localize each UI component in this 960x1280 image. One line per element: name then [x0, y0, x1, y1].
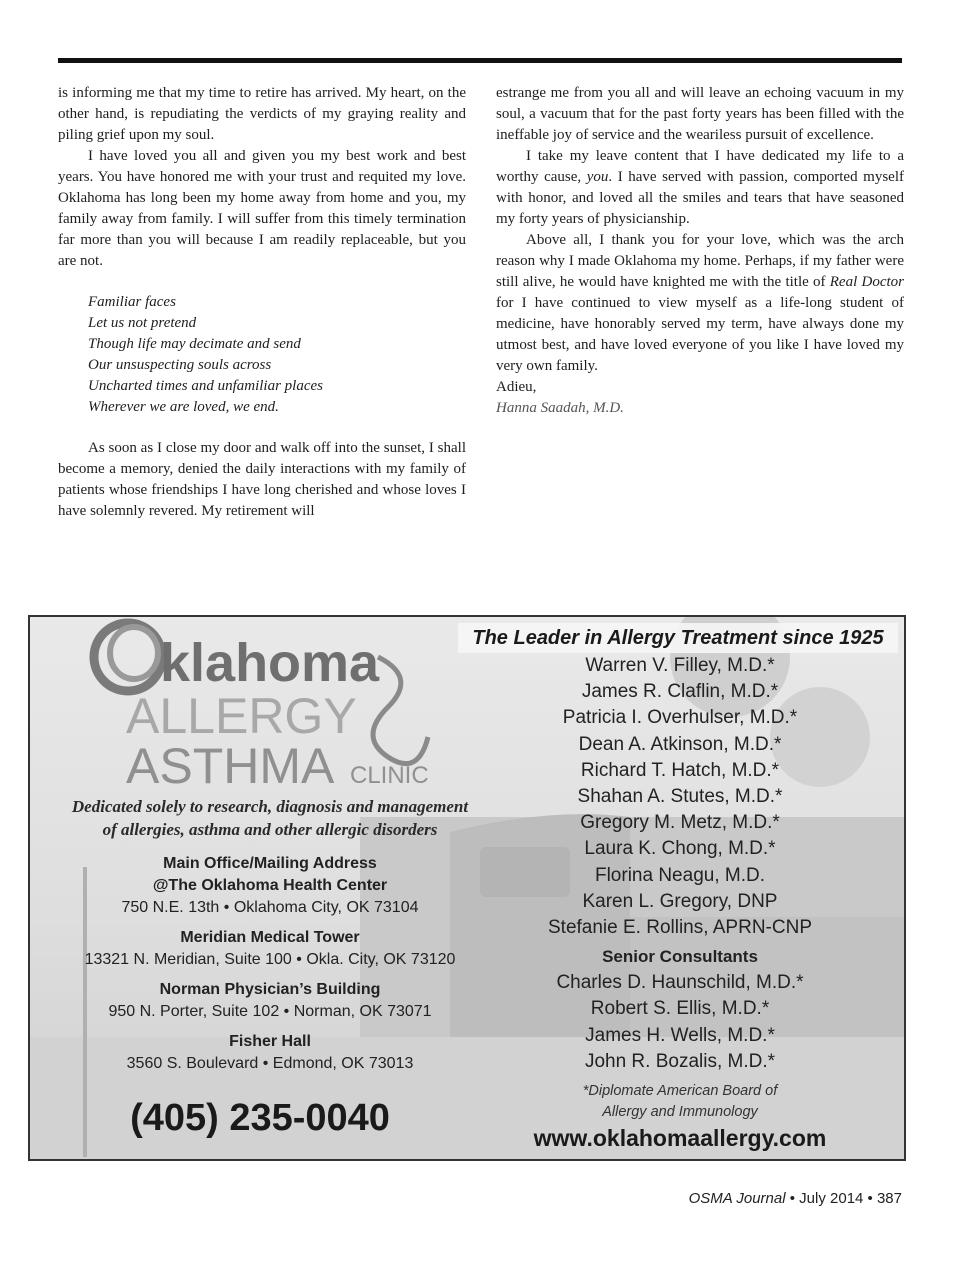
location-line: 950 N. Porter, Suite 102 • Norman, OK 73071	[108, 1003, 432, 1020]
doctor-list	[530, 653, 830, 1123]
top-rule	[58, 58, 902, 63]
doctor-name: Florina Neagu, M.D.	[594, 864, 765, 886]
doctor-name: Karen L. Gregory, DNP	[582, 890, 778, 912]
logo-word-oklahoma: klahoma	[160, 633, 380, 693]
text-run: Above all, I thank you for your love, which was the arch reason why I made Oklahoma my home. Perhaps, if my father were still alive, he would have knighted me with the title of	[496, 232, 904, 290]
logo-word-asthma: ASTHMA	[126, 738, 335, 792]
clinic-phone: (405) 235-0040	[130, 1097, 390, 1139]
tagline-line: of allergies, asthma and other allergic disorders	[102, 820, 438, 839]
text-run: I take my leave content that I have dedicated my life to a worthy cause,	[496, 148, 904, 185]
location-line: @The Oklahoma Health Center	[152, 877, 388, 894]
clinic-headline: The Leader in Allergy Treatment since 1925	[458, 623, 898, 653]
location-fisher-hall	[50, 1031, 490, 1075]
clinic-tagline	[60, 795, 480, 841]
senior-consultant-name: Robert S. Ellis, M.D.*	[590, 998, 770, 1020]
doctor-name: Richard T. Hatch, M.D.*	[580, 759, 780, 781]
article-paragraph	[496, 146, 904, 230]
location-title: Fisher Hall	[229, 1033, 311, 1050]
location-meridian	[50, 927, 490, 971]
doctor-name: James R. Claflin, M.D.*	[581, 681, 779, 703]
logo-ampersand-icon	[373, 657, 428, 764]
location-norman	[50, 979, 490, 1023]
doctor-name: Shahan A. Stutes, M.D.*	[577, 786, 783, 808]
page-footer	[689, 1190, 902, 1207]
senior-consultants-title: Senior Consultants	[602, 947, 758, 967]
closing: Adieu,	[496, 379, 537, 395]
poem-line: Though life may decimate and send	[88, 336, 301, 352]
senior-consultant-name: James H. Wells, M.D.*	[585, 1024, 775, 1046]
doctor-name: Warren V. Filley, M.D.*	[585, 655, 775, 676]
article-paragraph	[496, 230, 904, 377]
clinic-logo	[88, 617, 448, 792]
logo-word-allergy: ALLERGY	[126, 688, 357, 744]
doctor-name: Laura K. Chong, M.D.*	[584, 838, 776, 860]
note-line: Allergy and Immunology	[602, 1104, 758, 1121]
doctor-name: Gregory M. Metz, M.D.*	[580, 812, 780, 834]
article-paragraph: estrange me from you all and will leave an echoing vacuum in my soul, a vacuum that for the past forty years has been filled with the ineffable joy of service and the weariless pursuit of excellence.	[496, 85, 904, 143]
location-title: Norman Physician’s Building	[159, 981, 381, 998]
doctor-name: Patricia I. Overhulser, M.D.*	[562, 707, 798, 729]
tagline-line: Dedicated solely to research, diagnosis and management	[71, 797, 469, 816]
location-line: 13321 N. Meridian, Suite 100 • Okla. City, OK 73120	[84, 951, 456, 968]
poem-line: Let us not pretend	[88, 315, 197, 331]
emphasis: you	[586, 169, 609, 185]
location-title: Meridian Medical Tower	[180, 929, 360, 946]
poem-line: Wherever we are loved, we end.	[88, 399, 279, 415]
article-column-left	[58, 83, 466, 522]
poem-line: Uncharted times and unfamiliar places	[88, 378, 323, 394]
location-line: 750 N.E. 13th • Oklahoma City, OK 73104	[121, 899, 419, 916]
logo-word-clinic: CLINIC	[350, 762, 429, 789]
poem-line: Familiar faces	[88, 294, 176, 310]
poem-line: Our unsuspecting souls across	[88, 357, 272, 373]
doctor-name: Stefanie E. Rollins, APRN-CNP	[548, 917, 812, 939]
text-run: for I have continued to view myself as a life-long student of medicine, have honorably served my term, have always done my utmost best, and have loved everyone of you like I have loved my very own family.	[496, 295, 904, 374]
location-line: 3560 S. Boulevard • Edmond, OK 73013	[126, 1055, 414, 1072]
doctor-name: Dean A. Atkinson, M.D.*	[578, 733, 782, 755]
clinic-website: www.oklahomaallergy.com	[533, 1125, 827, 1151]
emphasis: Real Doctor	[829, 274, 904, 290]
clinic-locations	[50, 853, 490, 1083]
location-title: Main Office/Mailing Address	[163, 855, 377, 872]
senior-consultant-name: Charles D. Haunschild, M.D.*	[556, 972, 804, 994]
location-main-office	[50, 853, 490, 919]
article-paragraph: is informing me that my time to retire has arrived. My heart, on the other hand, is repudiating the verdicts of my graying reality and piling grief upon my soul.	[58, 85, 466, 143]
clinic-advertisement	[28, 615, 906, 1161]
signature: Hanna Saadah, M.D.	[496, 400, 624, 416]
logo-swirl-icon	[94, 623, 162, 691]
poem	[88, 292, 466, 418]
article-column-right	[496, 83, 904, 419]
issue-and-page: • July 2014 • 387	[785, 1190, 902, 1207]
article-paragraph: I have loved you all and given you my best work and best years. You have honored me with your trust and requited my love. Oklahoma has long been my home away from home and you, my family away from family. I will suffer from this timely termination far more than you will because I am readily replaceable, but you are not.	[58, 148, 466, 269]
diplomate-note	[530, 1081, 830, 1123]
article-paragraph: As soon as I close my door and walk off into the sunset, I shall become a memory, denied the daily interactions with my family of patients whose friendships I have long cherished and whose loves I have solemnly revered. My retirement will	[58, 440, 466, 519]
text-run: . I have served with passion, comported myself with honor, and loved all the smiles and tears that have seasoned my forty years of physicianship.	[496, 169, 904, 227]
note-line: *Diplomate American Board of	[582, 1083, 778, 1100]
senior-consultant-name: John R. Bozalis, M.D.*	[584, 1050, 776, 1072]
publication-name: OSMA Journal	[688, 1190, 786, 1207]
